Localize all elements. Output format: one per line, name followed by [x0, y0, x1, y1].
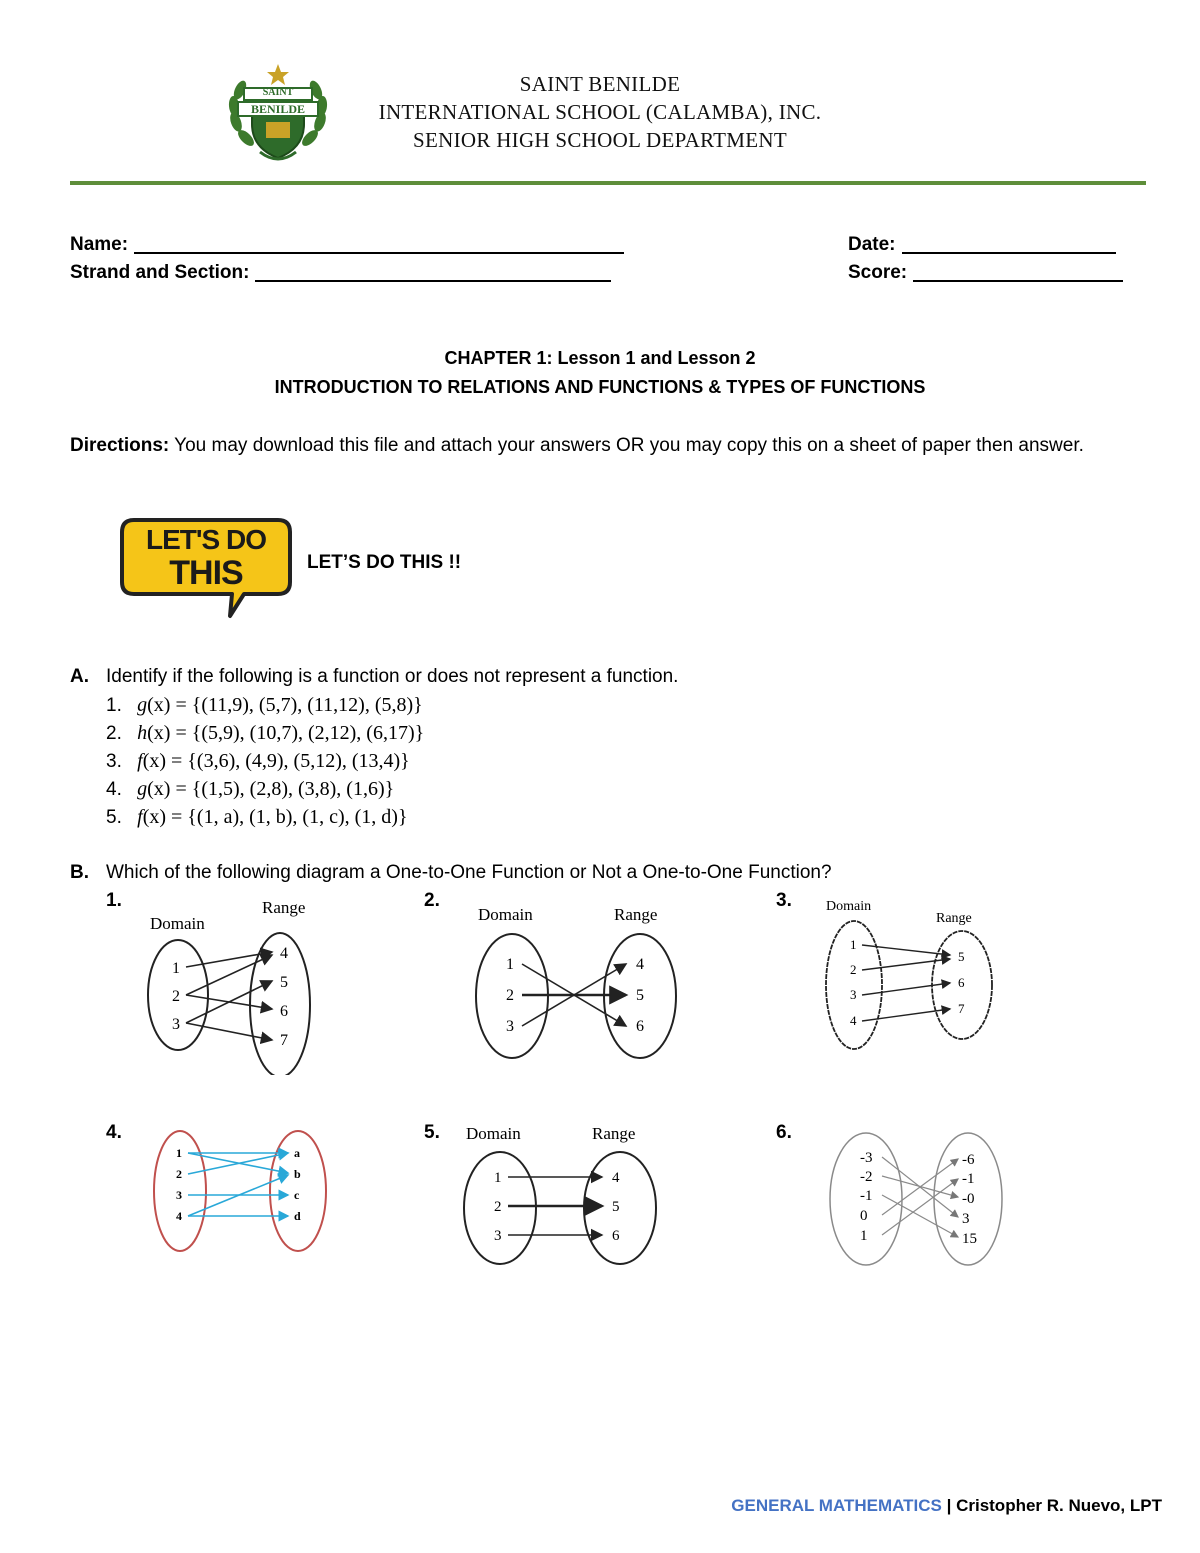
name-blank[interactable] [134, 234, 624, 254]
score-field[interactable] [848, 262, 1123, 284]
diagram-2 [470, 900, 690, 1070]
diagram-1-domain-3: 3 [172, 1016, 180, 1033]
diagram-5-arrows [508, 1177, 602, 1235]
footer-author: Cristopher R. Nuevo, LPT [956, 1496, 1162, 1515]
diagram-3 [818, 895, 1008, 1065]
name-field[interactable] [70, 234, 624, 256]
diagram-5-domain-label: Domain [466, 1124, 521, 1143]
diagram-2-number: 2. [424, 890, 440, 911]
diagram-2-range-4: 4 [636, 956, 644, 973]
section-a-letter: A. [70, 666, 89, 687]
lets-do-this-caption: LET’S DO THIS !! [307, 552, 462, 573]
diagram-1-domain-label: Domain [150, 914, 205, 933]
chapter-title: CHAPTER 1: Lesson 1 and Lesson 2 [444, 348, 756, 368]
diagram-2-range-label: Range [614, 905, 658, 924]
school-full-name: INTERNATIONAL SCHOOL (CALAMBA), INC. [378, 100, 822, 124]
chapter-subtitle: INTRODUCTION TO RELATIONS AND FUNCTIONS & TYPES OF FUNCTIONS [274, 377, 926, 397]
diagram-6-number: 6. [776, 1122, 792, 1143]
diagram-6-domain-1: 1 [860, 1228, 868, 1244]
section-a-item-3: 3. f(x) = {(3,6), (4,9), (5,12), (13,4)} [106, 750, 410, 772]
diagram-4-range-c: c [294, 1188, 300, 1202]
section-b-prompt: Which of the following diagram a One-to-One Function or Not a One-to-One Function? [106, 862, 832, 883]
diagram-5-number: 5. [424, 1122, 440, 1143]
diagram-6 [826, 1125, 1006, 1273]
section-a-item-2: 2. h(x) = {(5,9), (10,7), (2,12), (6,17)} [106, 722, 425, 744]
diagram-2-domain-1: 1 [506, 956, 514, 973]
date-blank[interactable] [902, 234, 1116, 254]
diagram-5-range-label: Range [592, 1124, 636, 1143]
diagram-6-range-neg1: -1 [962, 1171, 975, 1187]
diagram-4-domain-2: 2 [176, 1167, 182, 1181]
diagram-6-range-neg6: -6 [962, 1152, 975, 1168]
diagram-3-range-6: 6 [958, 975, 965, 990]
diagram-4-domain-3: 3 [176, 1188, 182, 1202]
diagram-1-range-7: 7 [280, 1032, 288, 1049]
diagram-1-range-4: 4 [280, 945, 288, 962]
diagram-3-range-7: 7 [958, 1001, 965, 1016]
diagram-2-domain-label: Domain [478, 905, 533, 924]
section-a-prompt: Identify if the following is a function or does not represent a function. [106, 666, 679, 687]
diagram-3-range-5: 5 [958, 949, 965, 964]
logo-text-saint: SAINT [262, 87, 294, 98]
diagram-2-arrows [522, 964, 626, 1026]
diagram-4-domain-4: 4 [176, 1209, 182, 1223]
footer [731, 1496, 1162, 1516]
diagram-4 [150, 1125, 335, 1255]
diagram-1-arrows [186, 952, 272, 1040]
name-label: Name: [70, 234, 129, 255]
diagram-6-arrows [882, 1157, 958, 1237]
diagram-6-domain-0: 0 [860, 1208, 868, 1224]
score-label: Score: [848, 262, 908, 283]
lets-do-this-badge [118, 516, 294, 620]
strand-blank[interactable] [255, 262, 611, 282]
diagram-1-number: 1. [106, 890, 122, 911]
section-a-item-4: 4. g(x) = {(1,5), (2,8), (3,8), (1,6)} [106, 778, 395, 800]
diagram-4-range-d: d [294, 1209, 301, 1223]
diagram-2-range-6: 6 [636, 1018, 644, 1035]
diagram-3-domain-1: 1 [850, 937, 857, 952]
footer-subject: GENERAL MATHEMATICS [731, 1496, 942, 1515]
date-label: Date: [848, 234, 896, 255]
diagram-1-domain-2: 2 [172, 988, 180, 1005]
header-divider [70, 181, 1146, 185]
school-name: SAINT BENILDE [519, 72, 681, 96]
diagram-1 [140, 895, 330, 1075]
diagram-3-domain-label: Domain [826, 899, 872, 914]
date-field[interactable] [848, 234, 1116, 256]
diagram-5-range-oval [584, 1152, 656, 1264]
diagram-5-range-4: 4 [612, 1170, 620, 1186]
diagram-5-range-6: 6 [612, 1228, 620, 1244]
strand-label: Strand and Section: [70, 262, 250, 283]
diagram-4-range-a: a [294, 1146, 300, 1160]
diagram-1-domain-1: 1 [172, 960, 180, 977]
diagram-1-range-label: Range [262, 898, 306, 917]
directions [70, 431, 1130, 461]
diagram-4-number: 4. [106, 1122, 122, 1143]
section-a-item-5: 5. f(x) = {(1, a), (1, b), (1, c), (1, d)} [106, 806, 408, 828]
diagram-3-domain-4: 4 [850, 1013, 857, 1028]
diagram-6-range-neg0: -0 [962, 1191, 975, 1207]
diagram-2-domain-3: 3 [506, 1018, 514, 1035]
diagram-1-range-6: 6 [280, 1003, 288, 1020]
strand-field[interactable] [70, 262, 611, 284]
badge-line-1: LET'S DO [146, 524, 266, 555]
diagram-6-domain-neg3: -3 [860, 1150, 873, 1166]
diagram-6-range-3: 3 [962, 1211, 970, 1227]
diagram-5-range-5: 5 [612, 1199, 620, 1215]
score-blank[interactable] [913, 262, 1123, 282]
diagram-5-domain-3: 3 [494, 1228, 502, 1244]
diagram-3-number: 3. [776, 890, 792, 911]
department-name: SENIOR HIGH SCHOOL DEPARTMENT [413, 128, 787, 152]
directions-text: You may download this file and attach your answers OR you may copy this on a sheet of paper then answer. [169, 435, 1084, 456]
diagram-3-domain-3: 3 [850, 987, 857, 1002]
diagram-6-range-15: 15 [962, 1231, 977, 1247]
diagram-3-domain-2: 2 [850, 962, 857, 977]
diagram-2-range-5: 5 [636, 987, 644, 1004]
directions-label: Directions: [70, 435, 170, 456]
diagram-4-domain-1: 1 [176, 1146, 182, 1160]
section-b-letter: B. [70, 862, 89, 883]
section-a-item-1: 1. g(x) = {(11,9), (5,7), (11,12), (5,8)} [106, 694, 423, 716]
diagram-1-range-5: 5 [280, 974, 288, 991]
diagram-5-domain-1: 1 [494, 1170, 502, 1186]
diagram-5-domain-2: 2 [494, 1199, 502, 1215]
diagram-2-domain-2: 2 [506, 987, 514, 1004]
footer-separator: | [941, 1496, 957, 1515]
diagram-6-domain-neg2: -2 [860, 1169, 873, 1185]
diagram-5 [462, 1120, 672, 1270]
diagram-3-range-label: Range [936, 911, 972, 926]
diagram-4-range-b: b [294, 1167, 301, 1181]
diagram-6-domain-neg1: -1 [860, 1188, 873, 1204]
logo-text-benilde: BENILDE [250, 102, 306, 116]
badge-line-2: THIS [169, 554, 243, 592]
